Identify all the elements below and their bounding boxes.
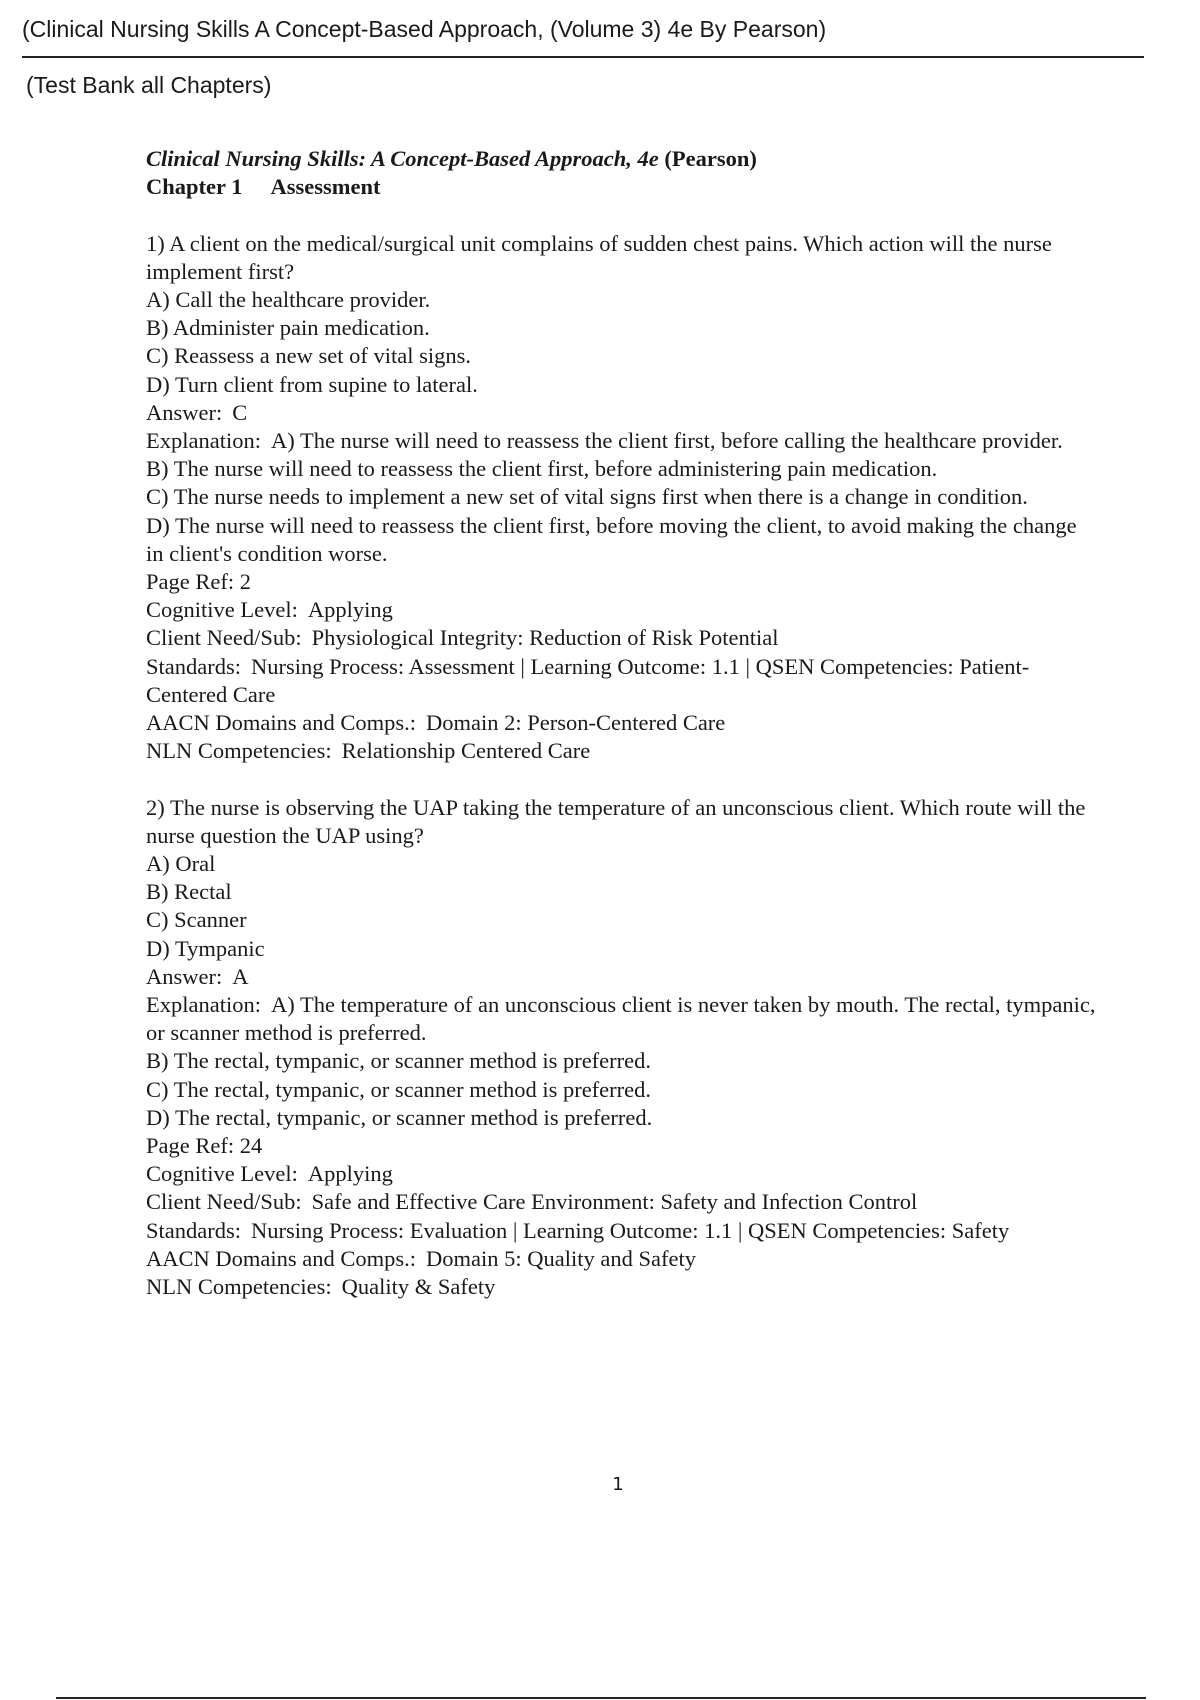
book-title-name: Clinical Nursing Skills: A Concept-Based Approach, 4e (146, 146, 659, 171)
page-ref: Page Ref: 24 (146, 1133, 263, 1159)
header-divider (22, 56, 1144, 58)
client-need-value: Physiological Integrity: Reduction of Risk Potential (311, 625, 779, 651)
page-ref: Page Ref: 2 (146, 569, 251, 595)
spacer (146, 765, 1096, 793)
spacer (146, 201, 1096, 229)
nln-value: Quality & Safety (341, 1274, 496, 1300)
aacn-value: Domain 2: Person-Centered Care (426, 710, 726, 736)
question-block (146, 230, 1096, 766)
standards (146, 653, 1096, 709)
nln-competencies (146, 737, 1096, 765)
nln-value: Relationship Centered Care (341, 738, 591, 764)
question-stem: 1) A client on the medical/surgical unit complains of sudden chest pains. Which action will the nurse implement first? (146, 230, 1052, 284)
explanation-line (146, 991, 1096, 1047)
aacn-value: Domain 5: Quality and Safety (426, 1245, 696, 1271)
book-title-publisher: (Pearson) (658, 146, 757, 171)
answer-line (146, 963, 1096, 991)
explanation-label: Explanation: (146, 428, 261, 454)
client-need-label: Client Need/Sub: (146, 1189, 302, 1215)
question-block (146, 794, 1096, 1302)
footer-divider (56, 1697, 1146, 1699)
cognitive-value: Applying (307, 597, 393, 623)
answer-value: A (232, 963, 249, 989)
nln-label: NLN Competencies: (146, 738, 332, 764)
explanation-a: A) The temperature of an unconscious client is never taken by mouth. The rectal, tympanic, or scanner method is preferred. (146, 992, 1096, 1046)
chapter-name: Assessment (270, 174, 381, 200)
explanation-label: Explanation: (146, 992, 261, 1018)
standards-value: Nursing Process: Assessment | Learning Outcome: 1.1 | QSEN Competencies: Patient-Centered Care (146, 653, 1030, 707)
explanation-item: D) The rectal, tympanic, or scanner method is preferred. (146, 1104, 653, 1130)
standards-value: Nursing Process: Evaluation | Learning Outcome: 1.1 | QSEN Competencies: Safety (251, 1217, 1010, 1243)
cognitive-label: Cognitive Level: (146, 597, 298, 623)
explanation-item: C) The nurse needs to implement a new set of vital signs first when there is a change in condition. (146, 484, 1028, 510)
explanation-item: B) The rectal, tympanic, or scanner method is preferred. (146, 1048, 652, 1074)
book-title (146, 145, 1096, 173)
aacn-label: AACN Domains and Comps.: (146, 1245, 416, 1271)
answer-option: B) Rectal (146, 879, 232, 905)
explanation-item: C) The rectal, tympanic, or scanner method is preferred. (146, 1076, 652, 1102)
explanation-a: A) The nurse will need to reassess the client first, before calling the healthcare provider. (270, 428, 1063, 454)
question-stem: 2) The nurse is observing the UAP taking the temperature of an unconscious client. Which route will the nurse question the UAP using? (146, 794, 1086, 848)
answer-option: C) Scanner (146, 907, 247, 933)
document-header-subtitle: (Test Bank all Chapters) (26, 72, 272, 98)
page-content (146, 145, 1096, 1301)
answer-option: D) Tympanic (146, 935, 265, 961)
answer-label: Answer: (146, 399, 223, 425)
aacn-domains (146, 709, 1096, 737)
cognitive-label: Cognitive Level: (146, 1161, 298, 1187)
client-need-value: Safe and Effective Care Environment: Safety and Infection Control (311, 1189, 918, 1215)
nln-label: NLN Competencies: (146, 1274, 332, 1300)
answer-option: A) Call the healthcare provider. (146, 287, 431, 312)
chapter-heading (146, 173, 1096, 201)
document-header-title: (Clinical Nursing Skills A Concept-Based Approach, (Volume 3) 4e By Pearson) (22, 16, 827, 42)
answer-label: Answer: (146, 963, 223, 989)
aacn-label: AACN Domains and Comps.: (146, 710, 416, 736)
answer-option: B) Administer pain medication. (146, 315, 430, 341)
aacn-domains (146, 1245, 1096, 1273)
client-need-label: Client Need/Sub: (146, 625, 302, 651)
answer-value: C (232, 399, 248, 425)
standards-label: Standards: (146, 653, 241, 679)
answer-option: A) Oral (146, 851, 216, 877)
answer-line (146, 399, 1096, 427)
page-number: 1 (612, 1474, 624, 1495)
cognitive-value: Applying (307, 1161, 393, 1187)
cognitive-level (146, 1160, 1096, 1188)
explanation-line (146, 427, 1096, 455)
answer-option: D) Turn client from supine to lateral. (146, 371, 478, 397)
standards-label: Standards: (146, 1217, 241, 1243)
explanation-item: B) The nurse will need to reassess the client first, before administering pain medication. (146, 456, 938, 482)
explanation-item: D) The nurse will need to reassess the client first, before moving the client, to avoid making the change in client's condition worse. (146, 512, 1077, 566)
answer-option: C) Reassess a new set of vital signs. (146, 343, 471, 369)
client-need (146, 1188, 1096, 1216)
standards (146, 1217, 1096, 1245)
client-need (146, 624, 1096, 652)
nln-competencies (146, 1273, 1096, 1301)
chapter-label: Chapter 1 (146, 174, 243, 200)
cognitive-level (146, 596, 1096, 624)
